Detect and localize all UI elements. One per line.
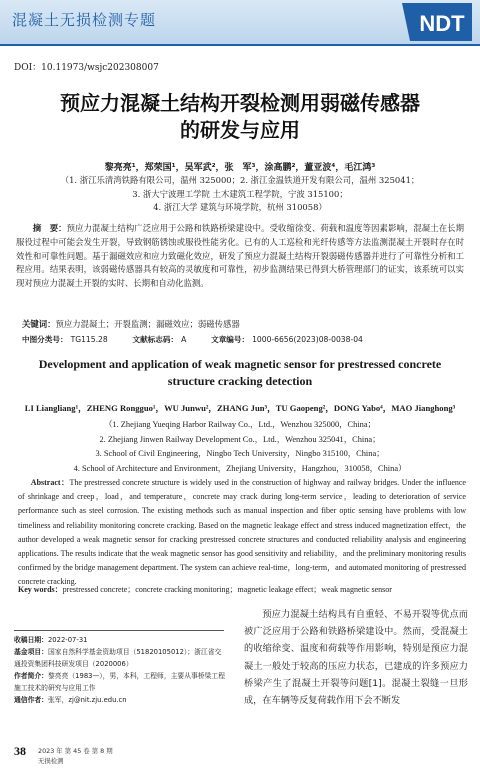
keywords-cn bbox=[22, 318, 462, 330]
author-bio: 作者简介：黎亮亮（1983—），男，本科，工程师，主要从事桥梁工程施工技术的研究与应用工作 bbox=[14, 672, 226, 692]
received-date: 收稿日期：2022-07-31 bbox=[14, 636, 88, 644]
abstract-en bbox=[18, 476, 466, 590]
abstract-en-text: The prestressed concrete structure is widely used in the construction of highway and railway bridges. Under the influence of shrinkage and creep，load，and temperature，concrete may crack during long-term service，leading to deterioration of service performance such as steel corrosion. The existing methods such as manual inspection and fiber optic sensing have problems with low timeliness and reliability monitoring concrete cracking. Based on the magnetic leakage effect and stress induced magnetization effect，the author developed a weak magnetic sensor for cracking prestressed concrete structures and conducted reliability analysis and engineering applications. The results indicate that the weak magnetic sensor has good sensitivity and reliability，and the preliminary monitoring results confirmed by the bridge management department. The system can achieve real-time，long-term，and automated monitoring of prestressed concrete cracking. bbox=[18, 478, 466, 587]
keywords-en-label: Key words： bbox=[18, 585, 63, 594]
abstract-en-label: Abstract： bbox=[30, 478, 70, 487]
affiliation-en-line: （1. Zhejiang Yueqing Harbor Railway Co.，Ltd.，Wenzhou 325000，China； bbox=[104, 420, 376, 429]
abstract-cn-label: 摘 要： bbox=[32, 223, 67, 233]
article-no-label: 文章编号： bbox=[211, 335, 250, 344]
ndt-logo-icon bbox=[402, 3, 472, 41]
journal-header bbox=[0, 0, 480, 44]
footnote-rule bbox=[14, 630, 224, 631]
article-no-value: 1000-6656(2023)08-0038-04 bbox=[252, 335, 363, 344]
authors-en: LI Liangliang¹，ZHENG Rongguo¹，WU Junwu²，ZHANG Jun³，TU Gaopeng²，DONG Yabo⁴，MAO Jianghong³ bbox=[24, 403, 456, 413]
corresponding-author: 通信作者：张军，zj@nit.zju.edu.cn bbox=[14, 696, 127, 704]
paper-title-cn-line1: 预应力混凝土结构开裂检测用弱磁传感器 bbox=[60, 91, 420, 115]
ndt-logo-text: NDT bbox=[419, 11, 465, 36]
journal-section-title: 混凝土无损检测专题 bbox=[12, 11, 157, 29]
footnote-block bbox=[14, 634, 228, 706]
classification-line bbox=[22, 334, 462, 345]
abstract-cn-text: 预应力混凝土结构广泛应用于公路和铁路桥梁建设中。受收缩徐变、荷载和温度等因素影响，混凝土在长期服役过程中可能会发生开裂，导致钢筋锈蚀或服役性能劣化。已有的人工巡检和光纤传感等方法监测混凝土开裂时存在时效性和可靠性问题。基于漏磁效应和应力致磁化效应，研发了预应力混凝土结构开裂弱磁传感器并进行了可靠性分析和工程应用。结果表明，该弱磁传感器具有较高的灵敏度和可靠性，初步监测结果已得到大桥管理部门的证实，该系统可以实现对预应力混凝土开裂的实时、长期和自动化监测。 bbox=[16, 223, 464, 289]
header-rule bbox=[0, 44, 480, 46]
page-number: 38 bbox=[14, 744, 26, 758]
affiliation-cn-line: 4. 浙江大学 建筑与环境学院，杭州 310058） bbox=[153, 202, 327, 212]
keywords-en-text: prestressed concrete；concrete cracking monitoring；magnetic leakage effect；weak magnetic sensor bbox=[62, 585, 392, 594]
doc-code-value: A bbox=[181, 335, 187, 344]
paper-title-en-line2: structure cracking detection bbox=[167, 374, 313, 388]
paper-title-en-line1: Development and application of weak magnetic sensor for prestressed concrete bbox=[38, 357, 442, 371]
affiliation-cn-line: （1. 浙江乐清湾铁路有限公司，温州 325000；2. 浙江金温铁道开发有限公司，温州 325041； bbox=[60, 175, 420, 185]
body-paragraph: 预应力混凝土结构具有自重轻、不易开裂等优点而被广泛应用于公路和铁路桥梁建设中。然而，受混凝土的收缩徐变、温度和荷载等作用影响，特别是预应力混凝土一般处于较高的压应力状态，已建成的许多预应力桥梁产生了混凝土开裂等问题[1]。混凝土裂缝一旦形成，在车辆等反复荷载作用下会不断发 bbox=[244, 609, 468, 707]
clc-label: 中图分类号： bbox=[22, 335, 68, 344]
doi-line[interactable]: DOI：10.11973/wsjc202308007 bbox=[14, 63, 159, 73]
fund-project: 基金项目：国家自然科学基金资助项目（51820105012）；浙江省交通投资集团科技研发项目（2020006） bbox=[14, 648, 222, 668]
keywords-cn-label: 关键词： bbox=[22, 319, 56, 329]
paper-title-en bbox=[0, 356, 480, 390]
paper-title-cn bbox=[0, 90, 480, 144]
publication-info bbox=[38, 746, 113, 766]
affiliation-en-line: 3. School of Civil Engineering，Ningbo Tech University，Ningbo 315100，China； bbox=[95, 449, 385, 458]
affiliation-cn-line: 3. 浙大宁波理工学院 土木建筑工程学院，宁波 315100； bbox=[132, 188, 348, 199]
paper-title-cn-line2: 的研发与应用 bbox=[180, 118, 300, 142]
keywords-cn-text: 预应力混凝土；开裂监测；漏磁效应；弱磁传感器 bbox=[55, 319, 240, 329]
publication-issue: 2023 年 第 45 卷 第 8 期 bbox=[38, 747, 113, 755]
affiliation-en-line: 2. Zhejiang Jinwen Railway Development Co.，Ltd.，Wenzhou 325041，China； bbox=[99, 434, 381, 444]
abstract-cn bbox=[16, 222, 464, 291]
affiliations-en bbox=[0, 418, 480, 476]
affiliations-cn bbox=[0, 174, 480, 215]
publication-name: 无损检测 bbox=[38, 757, 64, 765]
doc-code-label: 文献标志码： bbox=[132, 335, 179, 344]
affiliation-en-line: 4. School of Architecture and Environment，Zhejiang University，Hangzhou，310058，China） bbox=[73, 463, 407, 473]
clc-value: TG115.28 bbox=[70, 335, 108, 344]
authors-cn: 黎亮亮¹，郑荣国¹，吴军武²，张 军³，涂高鹏²，董亚波⁴，毛江鸿³ bbox=[104, 163, 376, 173]
keywords-en bbox=[18, 584, 468, 595]
